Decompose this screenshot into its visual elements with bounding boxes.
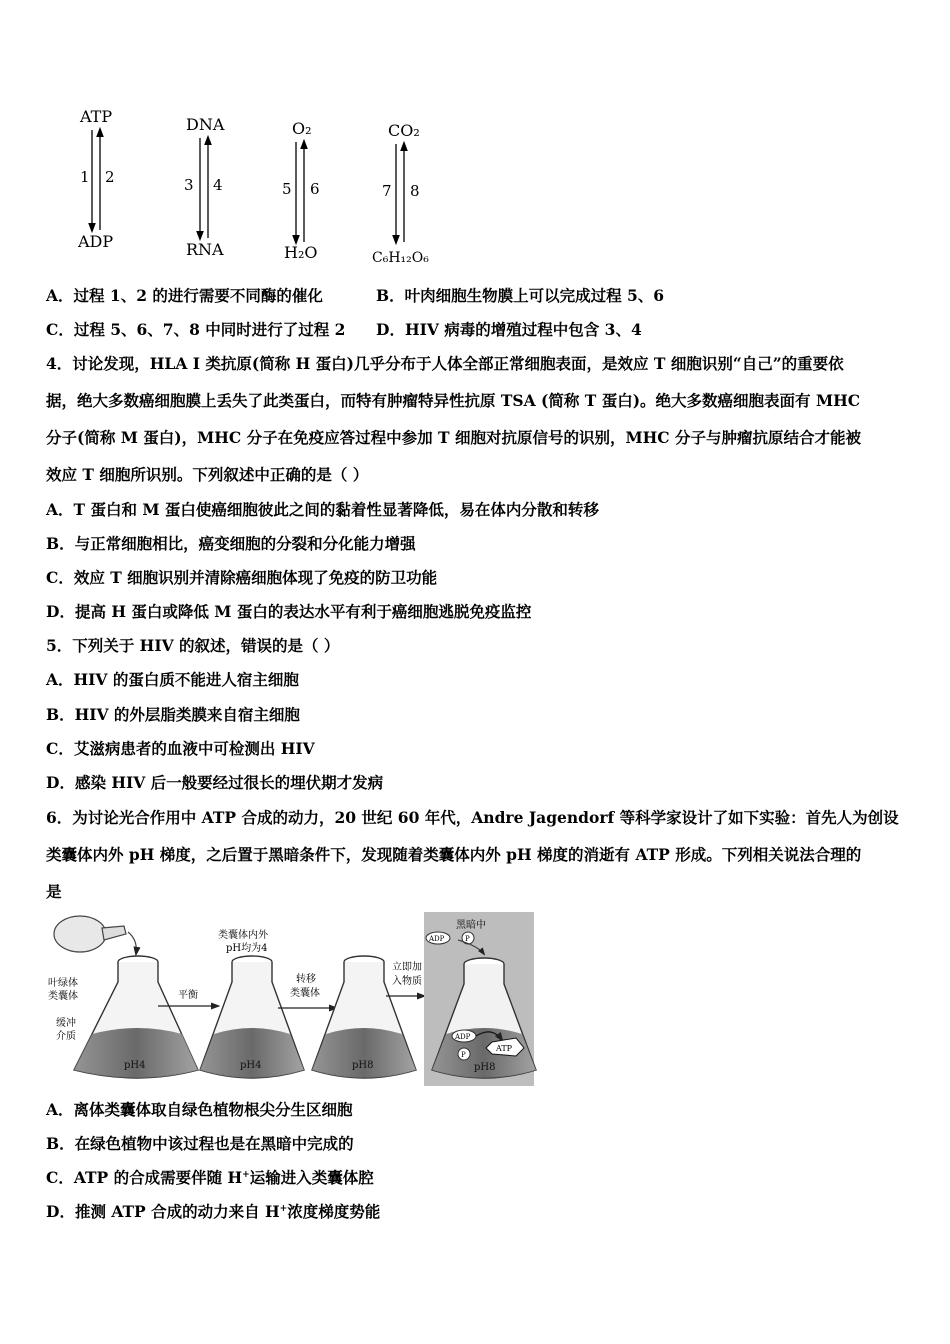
flask-2 [200,928,304,1078]
q5-stem: 5．下列关于 HIV 的叙述，错误的是（ ） [46,636,340,655]
chloroplast-label-2: 类囊体 [48,991,78,1002]
q6-option-d-text-2: 浓度梯度势能 [287,1202,381,1221]
q3-option-a: A．过程 1、2 的进行需要不同酶的催化 [46,286,323,305]
process-5-label: 5 [282,180,292,198]
ph-label-2: pH4 [240,1060,262,1071]
pair-bottom-label: ADP [78,232,114,251]
q4-stem-line-1: 4．讨论发现，HLA I 类抗原(简称 H 蛋白)几乎分布于人体全部正常细胞表面，是效应 T 细胞识别“自己”的重要依 [46,354,844,373]
q6-option-d [46,1202,380,1222]
reaction-arrows-figure [60,100,460,270]
process-4-label: 4 [213,176,223,194]
arrow-label-transfer-1: 转移 [296,974,316,985]
h-plus-superscript: + [279,1203,288,1214]
dark-condition-panel [424,912,536,1086]
arrow-label-balance: 平衡 [178,990,198,1001]
q4-option-c: C．效应 T 细胞识别并清除癌细胞体现了免疫的防卫功能 [46,568,438,587]
pouring-flask [54,916,136,954]
q6-option-c-text: C．ATP 的合成需要伴随 H [46,1168,243,1187]
q6-stem-line-2: 类囊体内外 pH 梯度，之后置于黑暗条件下，发现随着类囊体内外 pH 梯度的消逝有 ATP 形成。下列相关说法合理的 [46,845,862,864]
p-label: P [461,1051,466,1059]
pair-bottom-label: C₆H₁₂O₆ [372,250,429,266]
flask2-top-label-2: pH均为4 [226,943,268,954]
q4-stem-line-2: 据，绝大多数癌细胞膜上丢失了此类蛋白，而特有肿瘤特异性抗原 TSA (简称 T 蛋白)。绝大多数癌细胞表面有 MHC [46,391,861,410]
h-plus-superscript: + [242,1169,250,1180]
q6-option-c-text-2: 运输进入类囊体腔 [249,1168,374,1187]
thylakoid-experiment-figure [46,910,538,1090]
arrow-label-transfer-2: 类囊体 [290,988,320,999]
q3-option-d: D．HIV 病毒的增殖过程中包含 3、4 [376,320,642,339]
q6-stem-line-1: 6．为讨论光合作用中 ATP 合成的动力，20 世纪 60 年代，Andre Jagendorf 等科学家设计了如下实验：首先人为创设 [46,808,899,827]
buffer-label-1: 缓冲 [56,1018,76,1029]
pair-top-label: CO₂ [388,121,420,140]
ph-label-4: pH8 [474,1062,496,1073]
process-2-label: 2 [105,168,115,186]
pair-bottom-label: RNA [186,240,224,259]
q3-option-b: B．叶肉细胞生物膜上可以完成过程 5、6 [376,286,665,305]
q4-stem-line-4: 效应 T 细胞所识别。下列叙述中正确的是（ ） [46,465,369,484]
flask2-top-label-1: 类囊体内外 [218,930,268,941]
p-top-label: P [465,935,470,943]
q4-stem-line-3: 分子(简称 M 蛋白)，MHC 分子在免疫应答过程中参加 T 细胞对抗原信号的识别，MHC 分子与肿瘤抗原结合才能被 [46,428,862,447]
process-3-label: 3 [184,176,194,194]
flask-1 [74,956,198,1078]
adp-label: ADP [455,1033,471,1041]
q5-option-d: D．感染 HIV 后一般要经过很长的埋伏期才发病 [46,773,384,792]
q6-option-c [46,1168,374,1188]
co2-glucose-pair [372,121,429,266]
ph-label-1: pH4 [124,1060,146,1071]
dark-label: 黑暗中 [456,920,486,931]
q6-option-b: B．在绿色植物中该过程也是在黑暗中完成的 [46,1134,354,1153]
q6-stem-line-3: 是 [46,882,62,901]
q3-option-c: C．过程 5、6、7、8 中同时进行了过程 2 [46,320,346,339]
q4-option-a: A．T 蛋白和 M 蛋白使癌细胞彼此之间的黏着性显著降低，易在体内分散和转移 [46,500,599,519]
arrow-label-add-1: 立即加 [392,962,422,973]
atp-label: ATP [496,1044,513,1053]
pair-top-label: O₂ [292,119,312,138]
q5-option-a: A．HIV 的蛋白质不能进人宿主细胞 [46,670,299,689]
dna-rna-pair [184,115,225,259]
q4-option-b: B．与正常细胞相比，癌变细胞的分裂和分化能力增强 [46,534,416,553]
buffer-label-2: 介质 [56,1031,76,1042]
atp-adp-pair [77,107,115,251]
q4-option-d: D．提高 H 蛋白或降低 M 蛋白的表达水平有利于癌细胞逃脱免疫监控 [46,602,532,621]
arrow-label-add-2: 入物质 [392,976,422,987]
q5-option-b: B．HIV 的外层脂类膜来自宿主细胞 [46,705,300,724]
process-6-label: 6 [310,180,320,198]
process-8-label: 8 [410,182,420,200]
o2-h2o-pair [282,119,320,262]
pair-top-label: DNA [186,115,225,134]
flask-3 [312,956,416,1078]
q6-option-a: A．离体类囊体取自绿色植物根尖分生区细胞 [46,1100,353,1119]
process-7-label: 7 [382,182,392,200]
adp-top-label: ADP [429,935,445,943]
ph-label-3: pH8 [352,1060,374,1071]
pair-bottom-label: H₂O [284,243,318,262]
pair-top-label: ATP [80,107,113,126]
chloroplast-label-1: 叶绿体 [48,978,78,989]
q6-option-d-text: D．推测 ATP 合成的动力来自 H [46,1202,280,1221]
q5-option-c: C．艾滋病患者的血液中可检测出 HIV [46,739,315,758]
process-1-label: 1 [80,168,90,186]
